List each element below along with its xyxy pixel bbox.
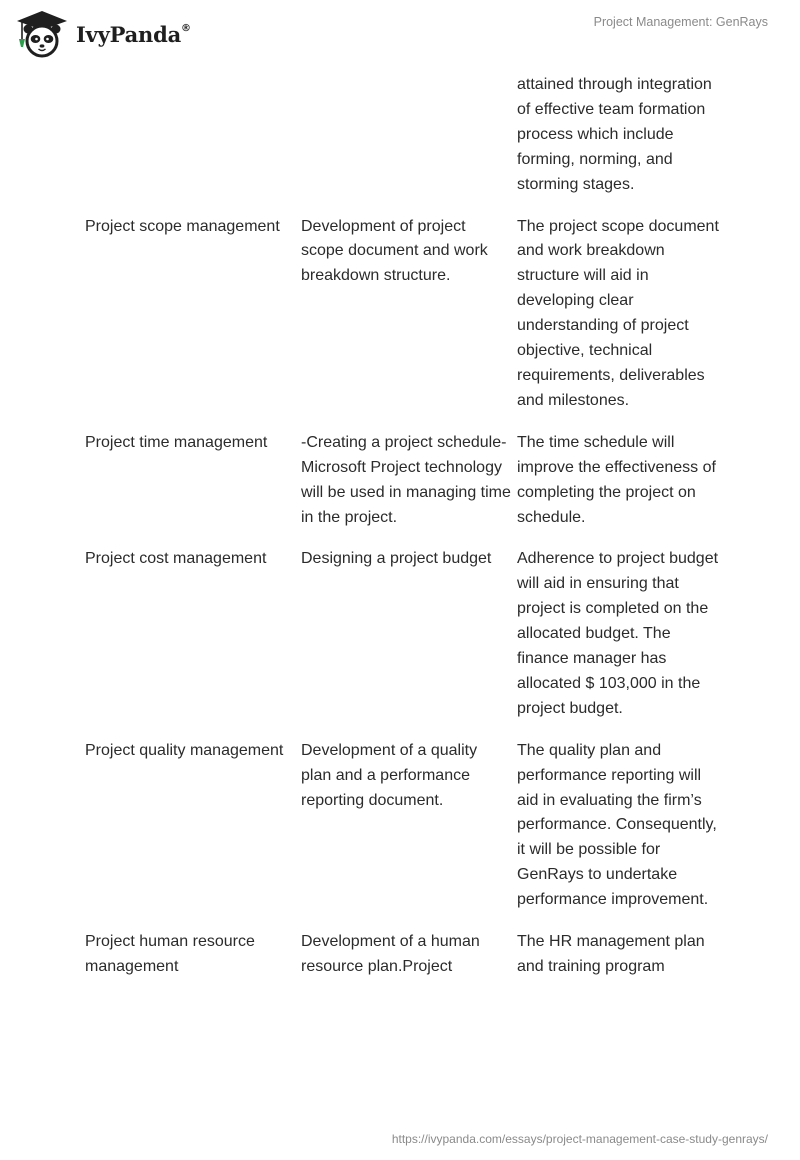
table-cell-empty <box>85 73 301 198</box>
document-title: Project Management: GenRays <box>593 15 768 29</box>
panda-logo-icon <box>14 9 70 59</box>
table-row <box>85 547 725 721</box>
brand-name: IvyPanda® <box>76 21 191 47</box>
table-row-continued <box>85 73 725 198</box>
table-cell-outcome: The quality plan and performance reporting will aid in evaluating the firm’s performance. Consequently, it will be possible for GenRays to undertake performance improvement. <box>517 741 717 909</box>
table-cell-outcome: The time schedule will improve the effectiveness of completing the project on schedule. <box>517 433 716 526</box>
table-cell-area: Project scope management <box>85 217 280 235</box>
table-cell-empty <box>301 73 517 198</box>
table-row <box>85 431 725 531</box>
table-cell-outcome: The project scope document and work breakdown structure will aid in developing clear understanding of project objective, technical requirements, deliverables and milestones. <box>517 217 719 409</box>
table-cell-area: Project time management <box>85 433 268 451</box>
table-cell-activity: Development of a quality plan and a performance reporting document. <box>301 741 478 809</box>
table-cell-area: Project quality management <box>85 741 284 759</box>
table-cell-area: Project human resource management <box>85 933 255 975</box>
brand-logo[interactable] <box>14 8 191 60</box>
table-cell-activity: Development of project scope document and work breakdown structure. <box>301 217 488 285</box>
management-table <box>85 73 725 997</box>
table-cell-activity: Development of a human resource plan.Project <box>301 933 480 975</box>
table-cell-activity: Designing a project budget <box>301 550 492 568</box>
table-cell-activity: -Creating a project schedule-Microsoft Project technology will be used in managing time in the project. <box>301 433 511 526</box>
table-cell-area: Project cost management <box>85 550 267 568</box>
table-cell-outcome: The HR management plan and training program <box>517 933 705 975</box>
table-row <box>85 215 725 414</box>
table-cell-outcome: Adherence to project budget will aid in ensuring that project is completed on the allocated budget. The finance manager has allocated $ 103,000 in the project budget. <box>517 550 719 717</box>
table-row <box>85 739 725 913</box>
source-url-link[interactable]: https://ivypanda.com/essays/project-management-case-study-genrays/ <box>391 1132 768 1146</box>
table-cell-outcome: attained through integration of effective team formation process which include forming, norming, and storming stages. <box>517 76 712 193</box>
table-row <box>85 930 725 980</box>
